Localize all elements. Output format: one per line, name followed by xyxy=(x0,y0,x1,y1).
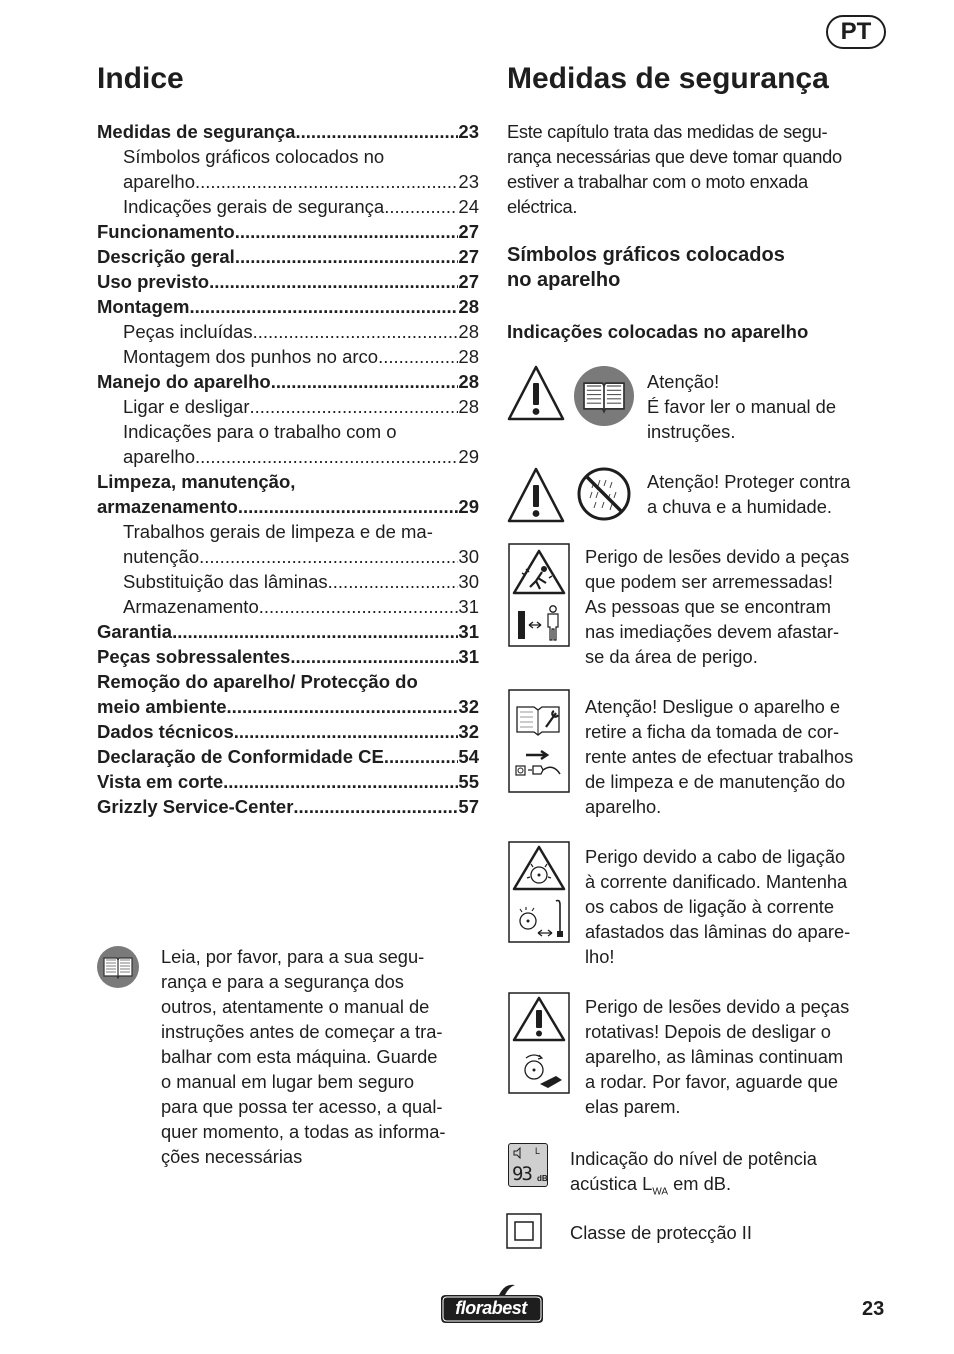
note-line: balhar com esta máquina. Guarde xyxy=(161,1046,438,1067)
toc-entry-title: Montagem xyxy=(97,296,190,317)
symbol-text-line: à corrente danificado. Mantenha xyxy=(585,871,848,892)
symbol-text-line: aparelho. xyxy=(585,796,662,817)
warning-triangle-icon xyxy=(507,364,565,422)
note-line: quer momento, a todas as informa- xyxy=(161,1121,446,1142)
section-heading xyxy=(507,243,887,293)
toc-leader-dots xyxy=(290,644,458,669)
symbol-text-line: a chuva e a humidade. xyxy=(647,496,832,517)
toc-entry-page: 29 xyxy=(458,446,479,467)
toc-entry-page: 23 xyxy=(458,171,479,192)
toc-leader-dots xyxy=(250,394,459,419)
symbol-text-line: elas parem. xyxy=(585,1096,681,1117)
unplug-maintenance-icon xyxy=(508,689,570,793)
note-line: outros, atentamente o manual de xyxy=(161,996,430,1017)
toc-entry xyxy=(97,219,479,244)
protection-class-text: Classe de protecção II xyxy=(570,1222,752,1243)
toc-entry xyxy=(97,319,479,344)
symbol-text-line: nas imediações devem afastar- xyxy=(585,621,840,642)
toc-entry xyxy=(97,494,479,519)
toc-entry-page: 27 xyxy=(458,271,479,292)
intro-line: rança necessárias que deve tomar quando xyxy=(507,146,842,167)
toc-leader-dots xyxy=(295,119,458,144)
toc-entry xyxy=(97,169,479,194)
toc-entry xyxy=(97,419,479,444)
symbol-text-line: se da área de perigo. xyxy=(585,646,758,667)
safety-title: Medidas de segurança xyxy=(507,62,829,95)
note-line: o manual em lugar bem seguro xyxy=(161,1071,415,1092)
toc-entry xyxy=(97,744,479,769)
toc-leader-dots xyxy=(195,169,458,194)
symbol-text-line: Atenção! xyxy=(647,371,720,392)
language-badge: PT xyxy=(826,15,886,49)
toc-entry xyxy=(97,644,479,669)
symbol-text-line: Atenção! Proteger contra xyxy=(647,471,851,492)
toc-entry-page: 29 xyxy=(458,496,479,517)
toc-entry xyxy=(97,394,479,419)
toc-entry-page: 54 xyxy=(458,746,479,767)
symbol-text-line: É favor ler o manual de xyxy=(647,396,837,417)
symbol-text-line: Perigo devido a cabo de ligação xyxy=(585,846,846,867)
toc-entry-title: Peças sobressalentes xyxy=(97,646,291,667)
symbol-text-line: Perigo de lesões devido a peças xyxy=(585,546,850,567)
toc-entry-title: Manejo do aparelho xyxy=(97,371,271,392)
symbol-text-line: Atenção! Desligue o aparelho e xyxy=(585,696,841,717)
symbol-text-line: afastados das lâminas do apare- xyxy=(585,921,851,942)
toc-leader-dots xyxy=(378,344,458,369)
toc-entry-title: Descrição geral xyxy=(97,246,235,267)
symbol-text-line: aparelho, as lâminas continuam xyxy=(585,1046,844,1067)
toc-leader-dots xyxy=(238,494,459,519)
intro-line: Este capítulo trata das medidas de segu- xyxy=(507,121,828,142)
toc-entry xyxy=(97,769,479,794)
toc-entry-title: Indicações gerais de segurança xyxy=(123,196,385,217)
toc-leader-dots xyxy=(227,694,459,719)
toc-entry-page: 28 xyxy=(458,396,479,417)
symbol-text-5 xyxy=(585,844,895,969)
toc-entry-title: Limpeza, manutenção, xyxy=(97,471,296,492)
toc-entry-title: Indicações para o trabalho com o xyxy=(123,421,397,442)
toc-entry-title: armazenamento xyxy=(97,496,238,517)
toc-entry-title: nutenção xyxy=(123,546,200,567)
toc-leader-dots xyxy=(259,594,459,619)
toc-entry-title: Vista em corte xyxy=(97,771,224,792)
sound-icon-label: L xyxy=(535,1146,541,1156)
book-icon xyxy=(97,946,139,988)
toc-entry-page: 32 xyxy=(458,721,479,742)
toc-entry-page: 55 xyxy=(458,771,479,792)
toc-entry-page: 30 xyxy=(458,546,479,567)
symbol-text-line: instruções. xyxy=(647,421,736,442)
toc-leader-dots xyxy=(384,194,458,219)
rotating-blades-icon xyxy=(508,992,570,1094)
toc-leader-dots xyxy=(271,369,459,394)
sound-text-line1: Indicação do nível de potência xyxy=(570,1148,817,1169)
toc-leader-dots xyxy=(328,569,459,594)
toc-leader-dots xyxy=(384,744,459,769)
toc-entry xyxy=(97,469,479,494)
note-line: rança e para a segurança dos xyxy=(161,971,404,992)
note-line: Leia, por favor, para a sua segu- xyxy=(161,946,425,967)
toc-entry-title: Funcionamento xyxy=(97,221,235,242)
toc-entry-page: 24 xyxy=(458,196,479,217)
sound-icon-value: 93 xyxy=(512,1163,531,1185)
note-line: ções necessárias xyxy=(161,1146,303,1167)
toc-entry xyxy=(97,244,479,269)
toc-entry xyxy=(97,444,479,469)
toc-entry-title: aparelho xyxy=(123,171,196,192)
toc-entry xyxy=(97,544,479,569)
toc-entry-page: 32 xyxy=(458,696,479,717)
toc-leader-dots xyxy=(293,794,458,819)
toc-leader-dots xyxy=(190,294,459,319)
toc-entry xyxy=(97,594,479,619)
symbol-text-line: retire a ficha da tomada de cor- xyxy=(585,721,840,742)
toc-entry-page: 31 xyxy=(458,646,479,667)
toc-entry-page: 28 xyxy=(458,346,479,367)
symbol-text-4 xyxy=(585,694,895,819)
toc-entry-page: 31 xyxy=(458,596,479,617)
symbol-text-line: rente antes de efectuar trabalhos xyxy=(585,746,854,767)
toc-entry-title: Uso previsto xyxy=(97,271,210,292)
toc-entry-title: Peças incluídas xyxy=(123,321,253,342)
section-heading-line: no aparelho xyxy=(507,269,621,291)
speaker-icon xyxy=(512,1147,524,1159)
toc-entry-page: 30 xyxy=(458,571,479,592)
toc-entry-page: 28 xyxy=(458,296,479,317)
symbol-text-2 xyxy=(647,469,887,519)
toc-entry-title: Grizzly Service-Center xyxy=(97,796,294,817)
toc-leader-dots xyxy=(172,619,458,644)
sound-text xyxy=(570,1146,890,1205)
toc-entry-title: Dados técnicos xyxy=(97,721,234,742)
toc-entry-page: 31 xyxy=(458,621,479,642)
intro-line: estiver a trabalhar com o moto enxada xyxy=(507,171,808,192)
toc-entry-title: Símbolos gráficos colocados no xyxy=(123,146,385,167)
toc-entry-title: meio ambiente xyxy=(97,696,227,717)
sound-text-post: em dB. xyxy=(668,1173,732,1194)
sound-text-line2 xyxy=(570,1171,890,1205)
toc-entry-title: Montagem dos punhos no arco xyxy=(123,346,379,367)
symbol-text-6 xyxy=(585,994,895,1119)
toc-entry-page: 57 xyxy=(458,796,479,817)
symbol-text-line: os cabos de ligação à corrente xyxy=(585,896,834,917)
toc-entry-title: Substituição das lâminas xyxy=(123,571,328,592)
sound-power-icon xyxy=(508,1143,548,1187)
sound-text-sub: WA xyxy=(652,1186,669,1198)
warning-triangle-icon xyxy=(507,466,565,524)
toc-leader-dots xyxy=(253,319,459,344)
page-number: 23 xyxy=(862,1298,885,1320)
toc-entry-title: Armazenamento xyxy=(123,596,259,617)
toc-entry-title: Declaração de Conformidade CE xyxy=(97,746,384,767)
toc-leader-dots xyxy=(223,769,458,794)
symbol-text-1 xyxy=(647,369,887,444)
toc-entry xyxy=(97,294,479,319)
protection-class-2-icon xyxy=(506,1213,542,1249)
symbol-text-line: As pessoas que se encontram xyxy=(585,596,831,617)
toc-leader-dots xyxy=(199,544,458,569)
symbol-text-line: a rodar. Por favor, aguarde que xyxy=(585,1071,839,1092)
toc-entry xyxy=(97,519,479,544)
toc-entry xyxy=(97,144,479,169)
toc-entry-page: 27 xyxy=(458,221,479,242)
toc-entry-title: Medidas de segurança xyxy=(97,121,296,142)
toc-entry xyxy=(97,269,479,294)
thrown-objects-icon xyxy=(508,543,570,647)
symbol-text-line: que podem ser arremessadas! xyxy=(585,571,833,592)
toc-entry xyxy=(97,369,479,394)
logo-text: florabest xyxy=(455,1298,527,1318)
symbol-text-line: de limpeza e de manutenção do xyxy=(585,771,846,792)
toc-entry-title: Remoção do aparelho/ Protecção do xyxy=(97,671,418,692)
toc-entry xyxy=(97,794,479,819)
toc-leader-dots xyxy=(234,719,459,744)
toc-entry-title: Trabalhos gerais de limpeza e de ma- xyxy=(123,521,433,542)
toc-entry-page: 28 xyxy=(458,371,479,392)
damaged-cable-icon xyxy=(508,841,570,943)
symbol-text-line: lho! xyxy=(585,946,615,967)
toc-leader-dots xyxy=(195,444,458,469)
no-rain-icon xyxy=(576,466,632,522)
symbol-text-3 xyxy=(585,544,895,669)
toc-entry-page: 23 xyxy=(458,121,479,142)
sound-icon-unit: dB xyxy=(537,1174,548,1183)
note-line: instruções antes de começar a tra- xyxy=(161,1021,443,1042)
toc-entry xyxy=(97,669,479,694)
toc-entry-title: aparelho xyxy=(123,446,196,467)
table-of-contents xyxy=(97,119,479,819)
toc-entry-page: 28 xyxy=(458,321,479,342)
toc-leader-dots xyxy=(209,269,458,294)
toc-entry xyxy=(97,719,479,744)
toc-leader-dots xyxy=(235,219,459,244)
toc-entry xyxy=(97,119,479,144)
sound-text-pre: acústica L xyxy=(570,1173,653,1194)
toc-entry-title: Garantia xyxy=(97,621,173,642)
toc-entry-title: Ligar e desligar xyxy=(123,396,250,417)
toc-entry xyxy=(97,344,479,369)
note-text xyxy=(161,944,491,1169)
read-manual-icon xyxy=(574,366,634,426)
index-title: Indice xyxy=(97,62,184,95)
toc-leader-dots xyxy=(235,244,459,269)
toc-entry-page: 27 xyxy=(458,246,479,267)
intro-line: eléctrica. xyxy=(507,196,578,217)
symbol-text-line: Perigo de lesões devido a peças xyxy=(585,996,850,1017)
toc-entry xyxy=(97,619,479,644)
sub-heading: Indicações colocadas no aparelho xyxy=(507,321,809,342)
toc-entry xyxy=(97,194,479,219)
symbol-text-line: rotativas! Depois de desligar o xyxy=(585,1021,831,1042)
intro-text xyxy=(507,119,887,219)
florabest-logo xyxy=(437,1283,548,1325)
toc-entry xyxy=(97,569,479,594)
note-line: para que possa ter acesso, a qual- xyxy=(161,1096,443,1117)
section-heading-line: Símbolos gráficos colocados xyxy=(507,244,785,266)
toc-entry xyxy=(97,694,479,719)
